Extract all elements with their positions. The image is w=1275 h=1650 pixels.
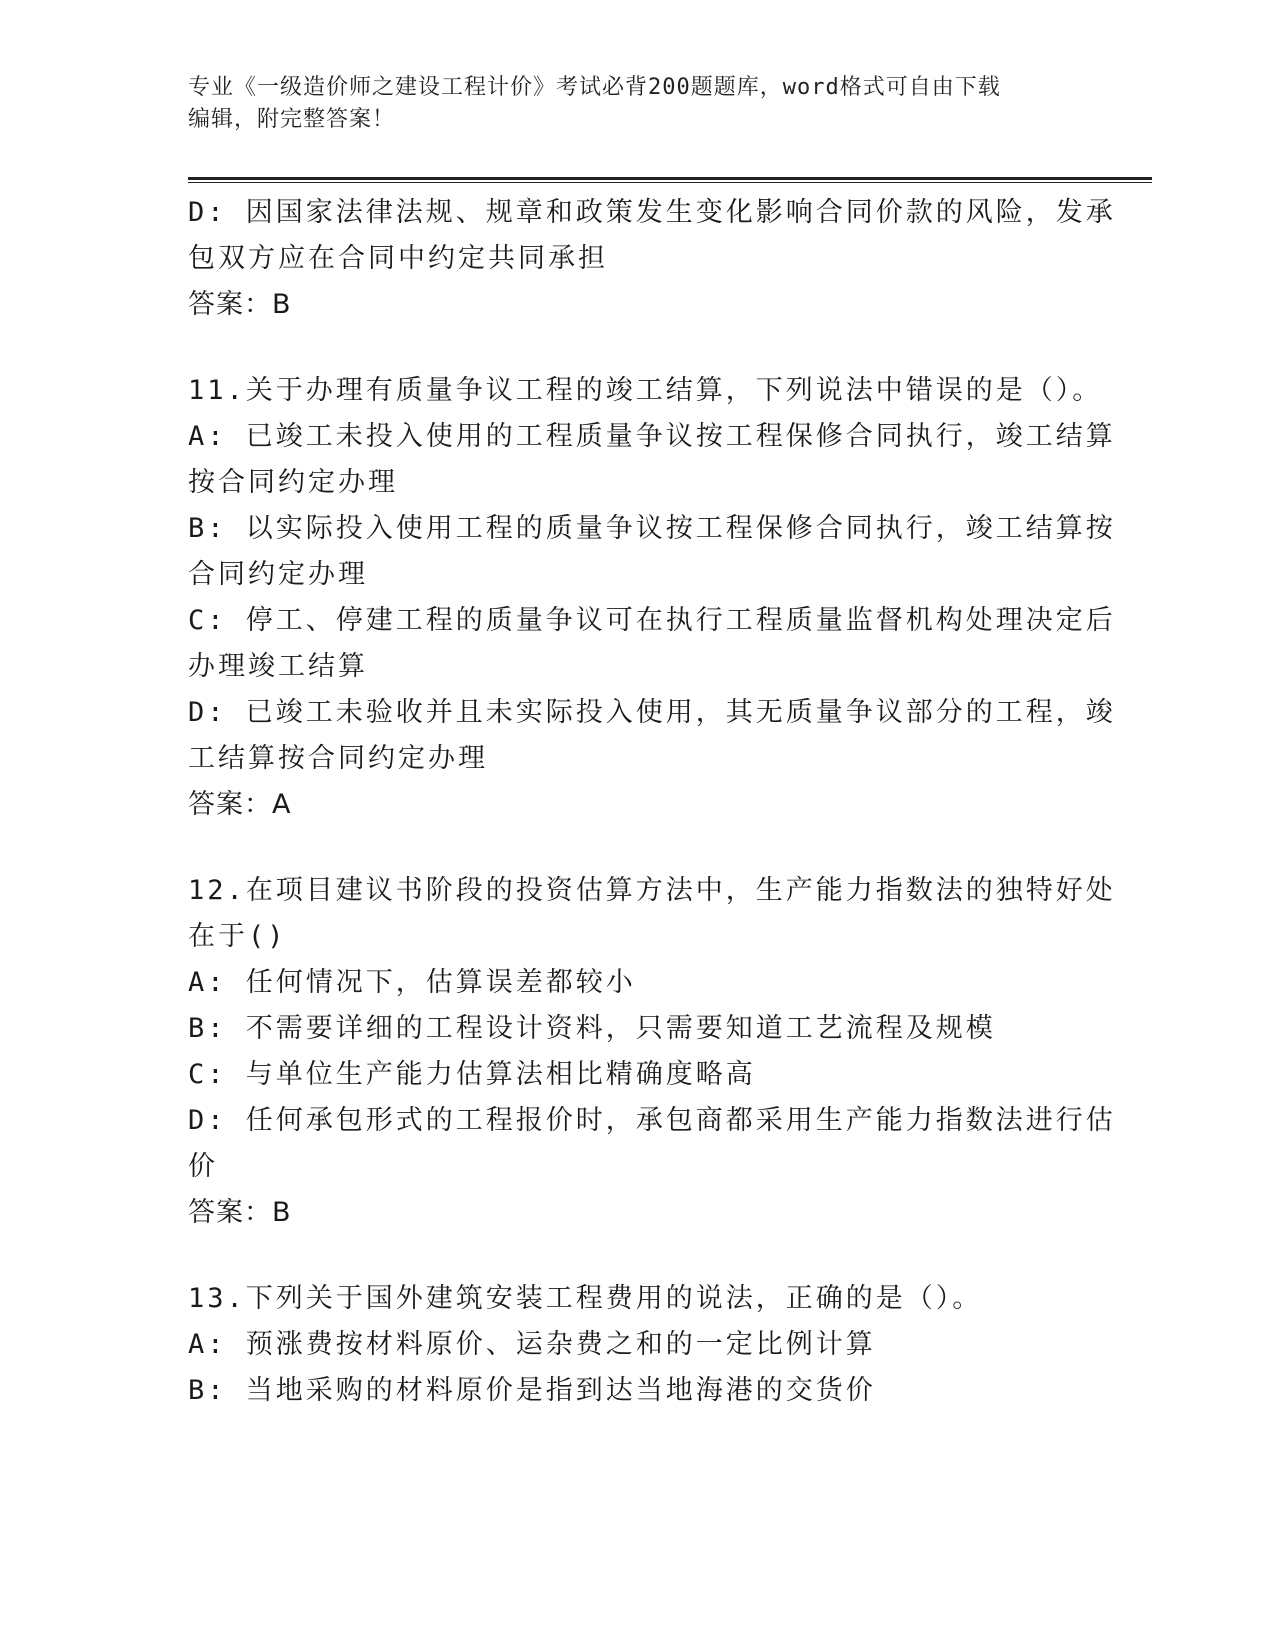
q11-option-b-line-1: B: 以实际投入使用工程的质量争议按工程保修合同执行，竣工结算按 (188, 513, 1116, 544)
q13-option-b: B: 当地采购的材料原价是指到达当地海港的交货价 (188, 1375, 876, 1406)
q11-option-a-line-1: A: 已竣工未投入使用的工程质量争议按工程保修合同执行，竣工结算 (188, 421, 1116, 452)
q10-option-d-line-1: D: 因国家法律法规、规章和政策发生变化影响合同价款的风险，发承 (188, 197, 1116, 228)
document-header (188, 72, 1068, 136)
q12-stem-line-2: 在于() (188, 921, 287, 952)
spacer (188, 828, 1068, 868)
q11-option-d-line-2: 工结算按合同约定办理 (188, 743, 488, 774)
header-line-2: 编辑，附完整答案！ (188, 107, 396, 132)
q10-option-d-line-2: 包双方应在合同中约定共同承担 (188, 243, 608, 274)
q12-option-b: B: 不需要详细的工程设计资料，只需要知道工艺流程及规模 (188, 1013, 996, 1044)
q13-stem: 13.下列关于国外建筑安装工程费用的说法，正确的是（）。 (188, 1283, 983, 1314)
q10-answer: 答案：B (188, 289, 292, 320)
q11-option-a-line-2: 按合同约定办理 (188, 467, 398, 498)
q11-option-c-line-2: 办理竣工结算 (188, 651, 368, 682)
question-13 (188, 1276, 1068, 1414)
question-11 (188, 368, 1116, 828)
q11-option-b-line-2: 合同约定办理 (188, 559, 368, 590)
question-12 (188, 868, 1116, 1236)
header-line-1: 专业《一级造价师之建设工程计价》考试必背200题题库，word格式可自由下载 (188, 75, 1001, 100)
spacer (188, 1236, 1068, 1276)
question-10 (188, 190, 1116, 328)
q12-option-c: C: 与单位生产能力估算法相比精确度略高 (188, 1059, 756, 1090)
q12-option-a: A: 任何情况下，估算误差都较小 (188, 967, 636, 998)
q13-option-a: A: 预涨费按材料原价、运杂费之和的一定比例计算 (188, 1329, 876, 1360)
header-rule-thin (188, 182, 1152, 183)
document-body (188, 190, 1116, 1414)
q12-option-d-line-1: D: 任何承包形式的工程报价时，承包商都采用生产能力指数法进行估 (188, 1105, 1116, 1136)
q11-answer: 答案：A (188, 789, 292, 820)
header-rule-thick (188, 177, 1152, 180)
q11-option-c-line-1: C: 停工、停建工程的质量争议可在执行工程质量监督机构处理决定后 (188, 605, 1116, 636)
spacer (188, 328, 1068, 368)
q12-answer: 答案：B (188, 1197, 292, 1228)
q11-option-d-line-1: D: 已竣工未验收并且未实际投入使用，其无质量争议部分的工程，竣 (188, 697, 1116, 728)
q12-option-d-line-2: 价 (188, 1151, 218, 1182)
q12-stem-line-1: 12.在项目建议书阶段的投资估算方法中，生产能力指数法的独特好处 (188, 875, 1116, 906)
q11-stem: 11.关于办理有质量争议工程的竣工结算，下列说法中错误的是（）。 (188, 375, 1103, 406)
